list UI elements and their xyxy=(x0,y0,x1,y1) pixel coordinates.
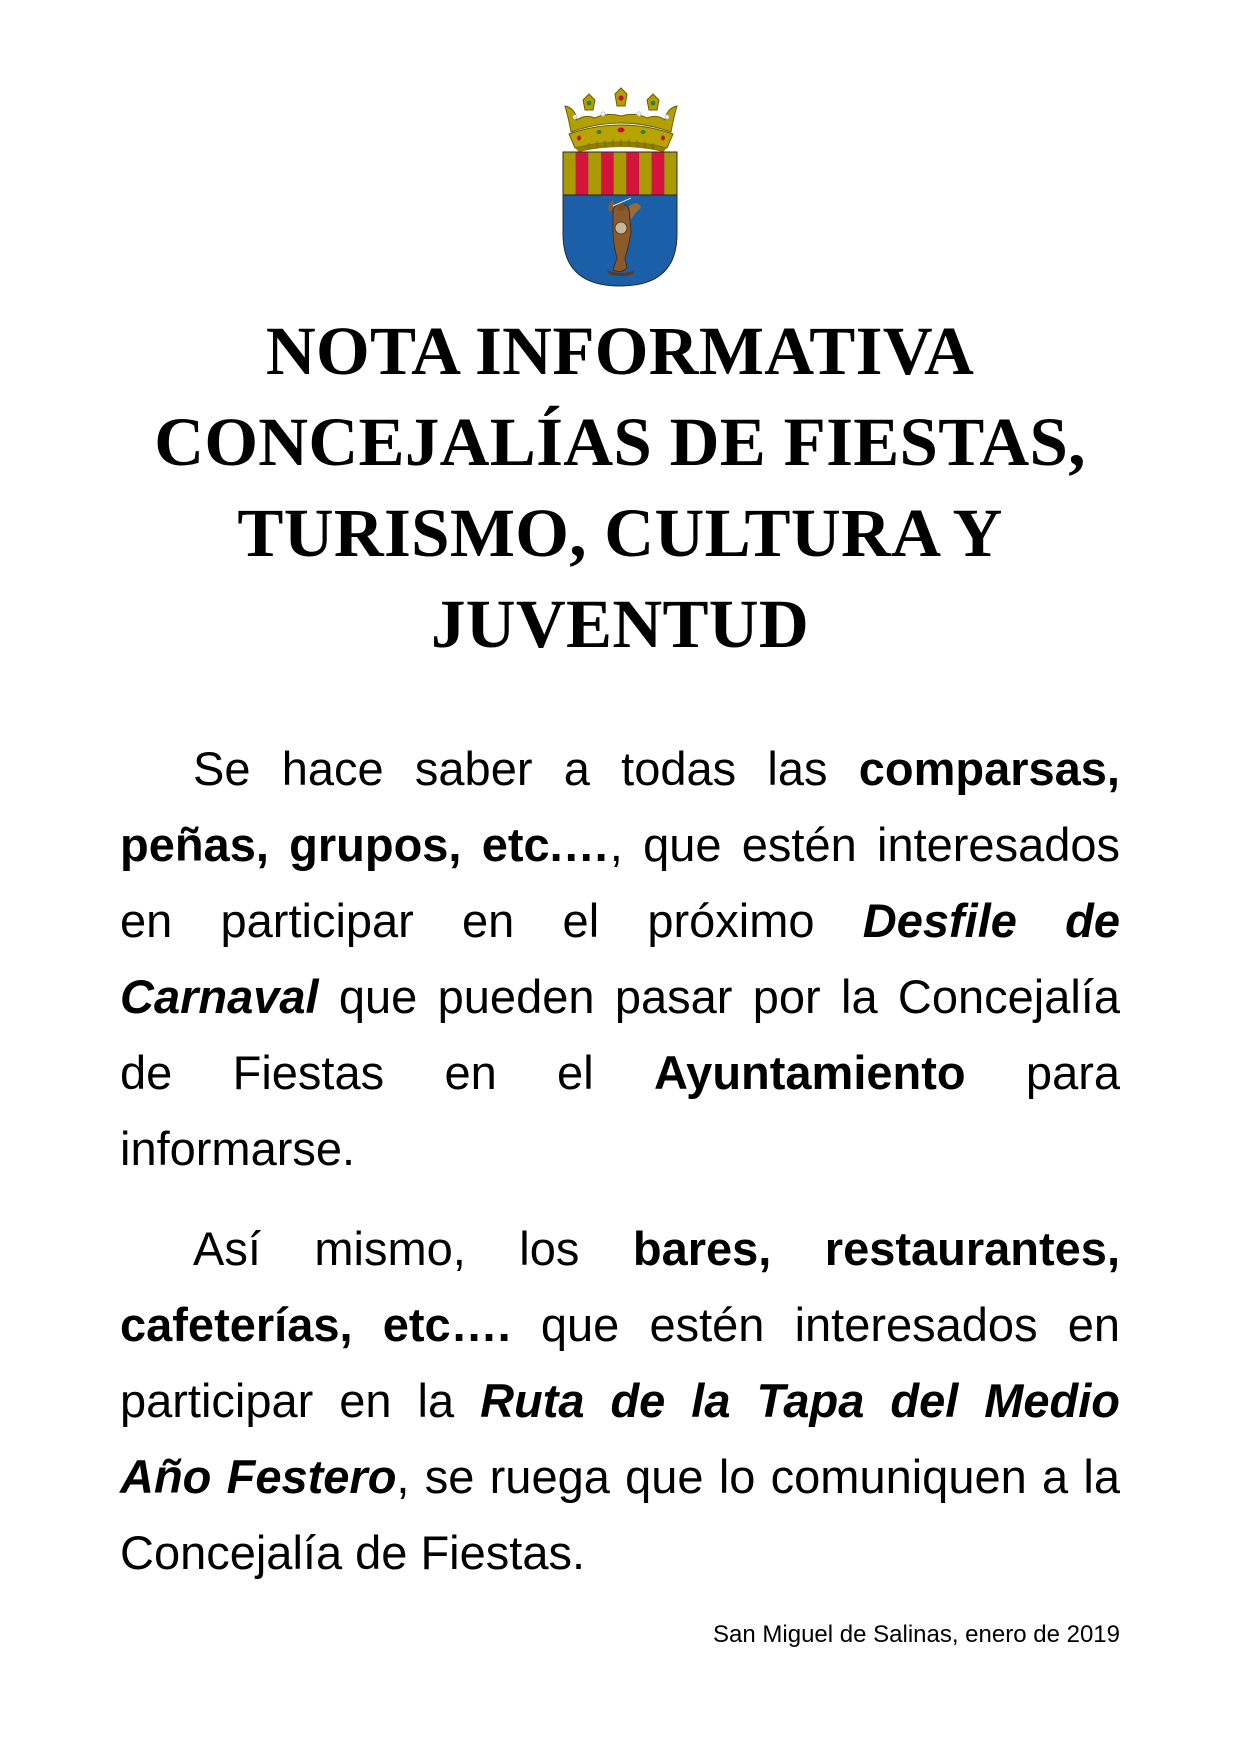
emphasized-text: Año Festero xyxy=(120,1450,397,1503)
text-run: , que estén interesados xyxy=(609,818,1120,871)
title-line-4: JUVENTUD xyxy=(430,586,810,662)
paragraph-tapa-route xyxy=(120,1211,1120,1591)
text-line xyxy=(120,883,1120,959)
emphasized-text: cafeterías, etc…. xyxy=(120,1298,511,1351)
text-run: de Fiestas en el xyxy=(120,1046,654,1099)
text-line xyxy=(120,807,1120,883)
text-line xyxy=(120,1035,1120,1111)
text-run: Concejalía de Fiestas. xyxy=(120,1526,586,1579)
text-line xyxy=(120,1211,1120,1287)
title-line-1: NOTA INFORMATIVA xyxy=(265,313,975,389)
text-run: participar en la xyxy=(120,1374,481,1427)
text-run: Se hace saber a todas las xyxy=(193,742,859,795)
text-run: que pueden pasar por la Concejalía xyxy=(318,970,1120,1023)
title-line-3: TURISMO, CULTURA Y xyxy=(237,495,1003,571)
title-line-2: CONCEJALÍAS DE FIESTAS, xyxy=(154,404,1086,480)
coat-of-arms-icon xyxy=(555,86,687,291)
crown-icon xyxy=(565,88,677,152)
text-line xyxy=(120,1515,1120,1591)
text-line xyxy=(120,959,1120,1035)
text-line xyxy=(120,731,1120,807)
text-run: Así mismo, los xyxy=(193,1222,633,1275)
text-line xyxy=(120,1111,1120,1187)
text-run: informarse. xyxy=(120,1122,356,1175)
emphasized-text: Ruta de la Tapa del Medio xyxy=(480,1374,1120,1427)
emphasized-text: bares, restaurantes, xyxy=(632,1222,1121,1275)
shield-icon xyxy=(563,152,677,286)
coat-of-arms xyxy=(555,86,687,291)
text-line xyxy=(120,1439,1120,1515)
text-run: que estén interesados en xyxy=(510,1298,1121,1351)
emphasized-text: Desfile de xyxy=(862,894,1120,947)
text-run: , se ruega que lo comuniquen a la xyxy=(396,1450,1120,1503)
document-title xyxy=(0,306,1240,670)
place-and-date: San Miguel de Salinas, enero de 2019 xyxy=(713,1621,1120,1648)
text-line xyxy=(120,1287,1120,1363)
emphasized-text: Carnaval xyxy=(120,970,319,1023)
text-run: en participar en el próximo xyxy=(120,894,863,947)
text-run: para xyxy=(965,1046,1120,1099)
emphasized-text: peñas, grupos, etc.… xyxy=(120,818,610,871)
paragraph-carnival-parade xyxy=(120,731,1120,1187)
emphasized-text: Ayuntamiento xyxy=(653,1046,966,1099)
text-line xyxy=(120,1363,1120,1439)
emphasized-text: comparsas, xyxy=(858,742,1120,795)
